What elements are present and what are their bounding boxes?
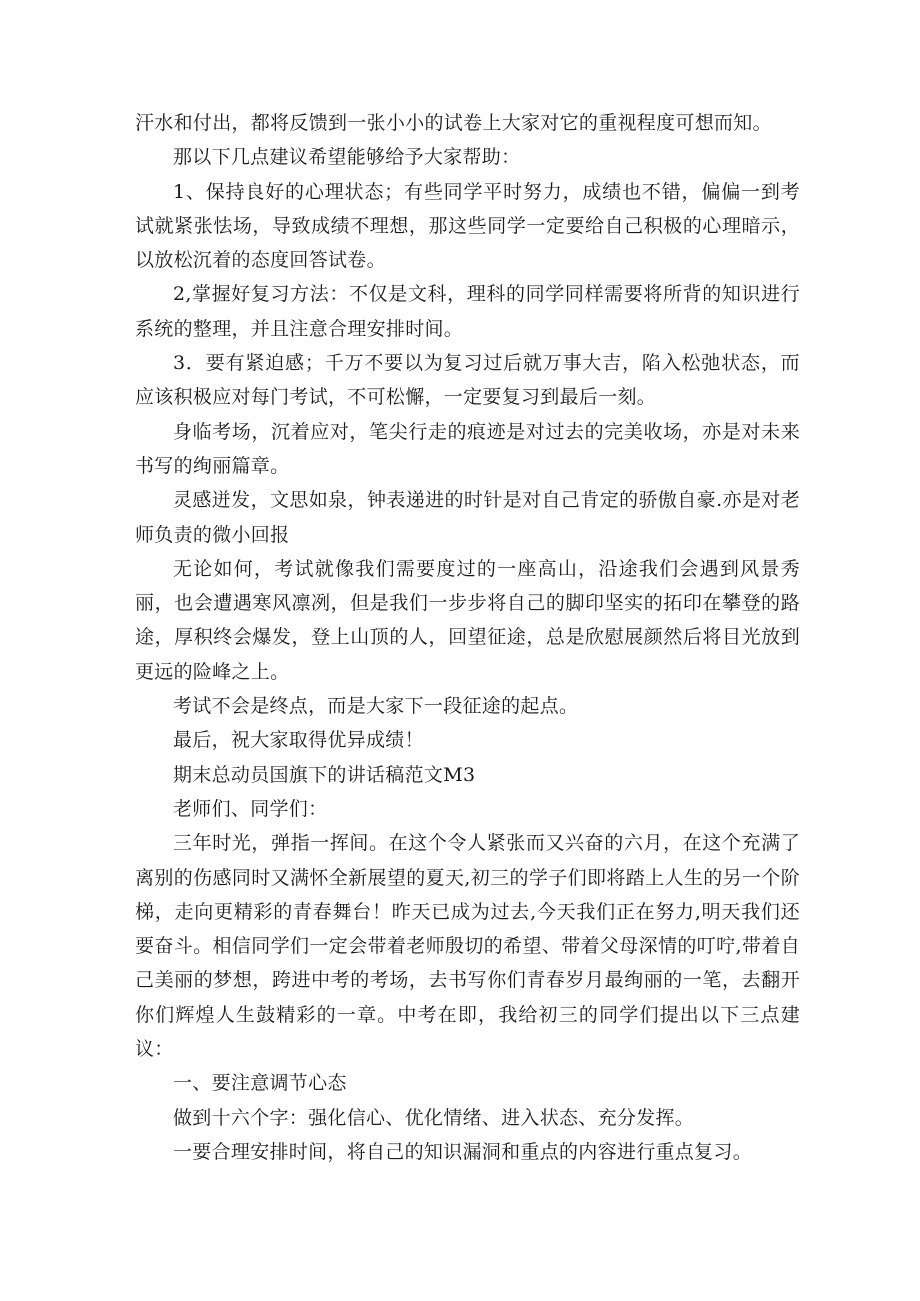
paragraph-not-end: 考试不会是终点，而是大家下一段征途的起点。 xyxy=(173,695,579,718)
paragraph-intro-suggestions: 那以下几点建议希望能够给予大家帮助： xyxy=(173,146,521,169)
paragraph-inspiration: 灵感迸发，文思如泉，钟表递进的时针是对自己肯定的骄傲自豪.亦是对老师负责的微小回报 xyxy=(135,489,800,546)
paragraph-continuation: 汗水和付出，都将反馈到一张小小的试卷上大家对它的重视程度可想而知。 xyxy=(135,112,772,134)
paragraph-arrange-time: 一要合理安排时间，将自己的知识漏洞和重点的内容进行重点复习。 xyxy=(173,1140,753,1163)
heading-adjust-mindset: 一、要注意调节心态 xyxy=(173,1072,347,1095)
paragraph-salutation: 老师们、同学们： xyxy=(173,797,328,820)
paragraph-suggestion-1: 1、保持良好的心理状态；有些同学平时努力，成绩也不错，偏偏一到考试就紧张怯场，导致成绩不理想，那这些同学一定要给自己积极的心理暗示，以放松沉着的态度回答试卷。 xyxy=(135,180,800,272)
document-body xyxy=(135,106,800,1169)
paragraph-mountain: 无论如何，考试就像我们需要度过的一座高山，沿途我们会遇到风景秀丽，也会遭遇寒风凛冽，但是我们一步步将自己的脚印坚实的拓印在攀登的路途，厚积终会爆发，登上山顶的人，回望征途，总是欣慰展颜然后将目光放到更远的险峰之上。 xyxy=(135,557,800,683)
paragraph-sixteen-chars: 做到十六个字：强化信心、优化情绪、进入状态、充分发挥。 xyxy=(173,1106,695,1129)
paragraph-three-years: 三年时光，弹指一挥间。在这个令人紧张而又兴奋的六月，在这个充满了离别的伤感同时又满怀全新展望的夏天,初三的学子们即将踏上人生的另一个阶梯，走向更精彩的青春舞台！昨天已成为过去,今天我们正在努力,明天我们还要奋斗。相信同学们一定会带着老师殷切的希望、带着父母深情的叮咛,带着自己美丽的梦想，跨进中考的考场，去书写你们青春岁月最绚丽的一笔，去翻开你们辉煌人生鼓精彩的一章。中考在即，我给初三的同学们提出以下三点建议： xyxy=(135,832,800,1061)
paragraph-exam-hall: 身临考场，沉着应对，笔尖行走的痕迹是对过去的完美收场，亦是对未来书写的绚丽篇章。 xyxy=(135,420,800,477)
paragraph-suggestion-2: 2,掌握好复习方法：不仅是文科，理科的同学同样需要将所背的知识进行系统的整理，并且注意合理安排时间。 xyxy=(135,283,800,340)
paragraph-wishes: 最后，祝大家取得优异成绩！ xyxy=(173,729,424,752)
paragraph-suggestion-3: 3．要有紧迫感；千万不要以为复习过后就万事大吉，陷入松弛状态，而应该积极应对每门考试，不可松懈，一定要复习到最后一刻。 xyxy=(135,352,800,409)
section-title: 期末总动员国旗下的讲话稿范文M3 xyxy=(173,763,476,786)
